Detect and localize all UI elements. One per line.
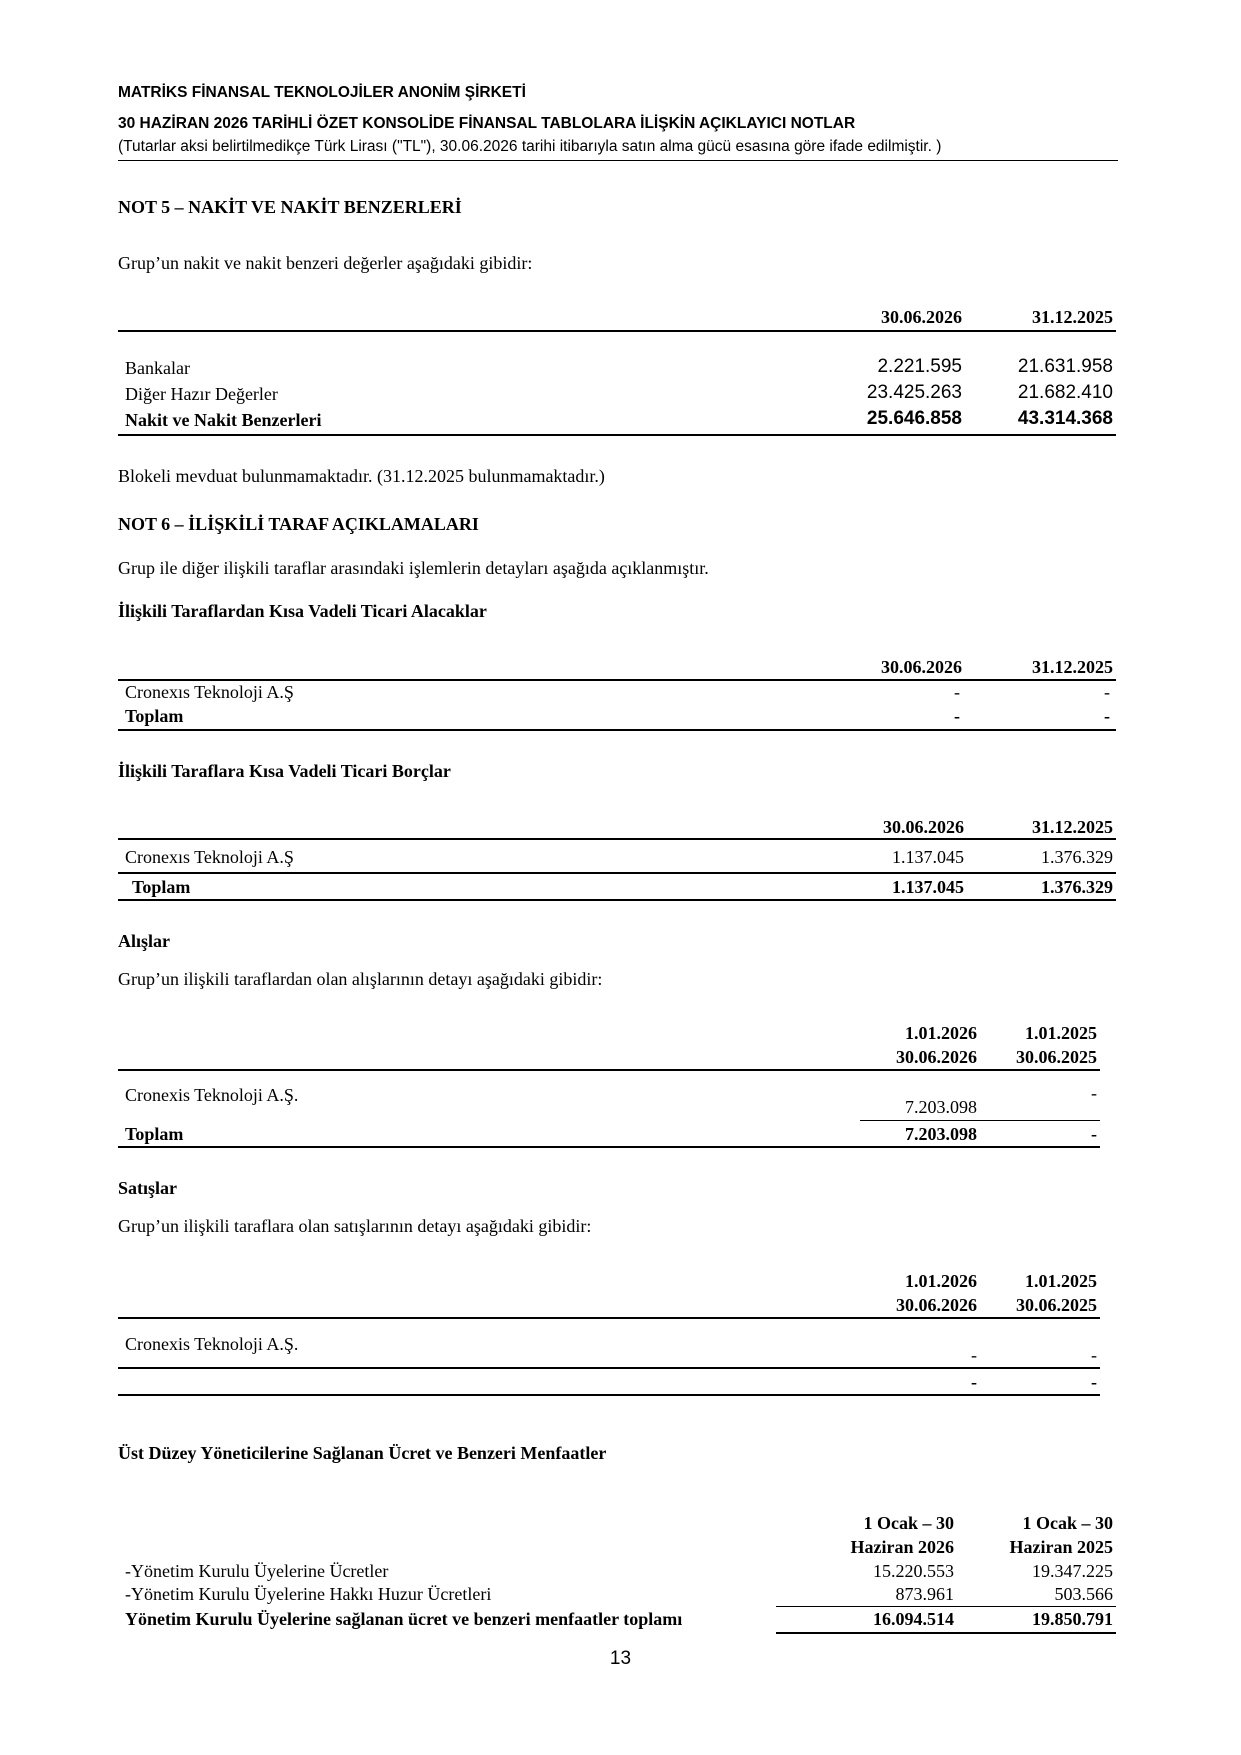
executives-heading: Üst Düzey Yöneticilerine Sağlanan Ücret ve Benzeri Menfaatler [118, 1443, 607, 1463]
sales-intro: Grup’un ilişkili taraflara olan satışlarının detayı aşağıdaki gibidir: [118, 1216, 592, 1236]
note5-row-label: Diğer Hazır Değerler [125, 384, 278, 404]
sales-row-rule [118, 1367, 1100, 1369]
sales-row-value: - [971, 1345, 977, 1365]
payables-row-label: Cronexıs Teknoloji A.Ş [125, 847, 294, 867]
sales-total-rule [118, 1394, 1100, 1396]
sales-col-1-end: 30.06.2026 [896, 1295, 977, 1315]
sales-row-label: Cronexis Teknoloji A.Ş. [125, 1334, 299, 1354]
sales-header-rule [118, 1317, 1100, 1319]
executives-col-1-line1: 1 Ocak – 30 [863, 1513, 954, 1533]
note5-row-value: 21.631.958 [1017, 356, 1113, 377]
payables-row-value: 1.376.329 [1041, 847, 1113, 867]
purchases-intro: Grup’un ilişkili taraflardan olan alışlarının detayı aşağıdaki gibidir: [118, 969, 603, 989]
sales-total-value: - [971, 1372, 977, 1392]
payables-total-value: 1.137.045 [892, 877, 964, 897]
receivables-col-2: 31.12.2025 [1032, 657, 1113, 677]
executives-row-label: -Yönetim Kurulu Üyelerine Ücretler [125, 1561, 389, 1581]
note6-heading: NOT 6 – İLİŞKİLİ TARAF AÇIKLAMALARI [118, 514, 479, 534]
note5-intro: Grup’un nakit ve nakit benzeri değerler aşağıdaki gibidir: [118, 253, 533, 273]
note6-intro: Grup ile diğer ilişkili taraflar arasındaki işlemlerin detayları aşağıda açıklanmıştır. [118, 558, 709, 578]
note5-col-1: 30.06.2026 [881, 307, 962, 327]
purchases-heading: Alışlar [118, 931, 170, 951]
note5-footnote: Blokeli mevduat bulunmamaktadır. (31.12.2025 bulunmamaktadır.) [118, 466, 605, 486]
receivables-total-value: - [1104, 706, 1110, 726]
report-subtitle: (Tutarlar aksi belirtilmedikçe Türk Lirası ("TL"), 30.06.2026 tarihi itibarıyla satın alma gücü esasına göre ifade edilmiştir. ) [118, 138, 942, 155]
sales-total-value: - [1091, 1372, 1097, 1392]
purchases-row-label: Cronexis Teknoloji A.Ş. [125, 1085, 299, 1105]
purchases-total-value: - [1091, 1124, 1097, 1144]
note5-row-value: 21.682.410 [1017, 382, 1113, 403]
note5-heading: NOT 5 – NAKİT VE NAKİT BENZERLERİ [118, 197, 462, 217]
report-title: 30 HAZİRAN 2026 TARİHLİ ÖZET KONSOLİDE FİNANSAL TABLOLARA İLİŞKİN AÇIKLAYICI NOTLAR [118, 115, 856, 132]
purchases-total-rule [118, 1146, 1100, 1148]
note5-row-label: Bankalar [125, 358, 190, 378]
receivables-row-value: - [1104, 682, 1110, 702]
sales-col-1-start: 1.01.2026 [905, 1271, 977, 1291]
executives-col-1-line2: Haziran 2026 [850, 1537, 954, 1557]
note5-col-2: 31.12.2025 [1032, 307, 1113, 327]
note5-header-rule [118, 330, 1116, 332]
payables-total-value: 1.376.329 [1041, 877, 1113, 897]
purchases-col-2-start: 1.01.2025 [1025, 1023, 1097, 1043]
executives-total-label: Yönetim Kurulu Üyelerine sağlanan ücret ve benzeri menfaatler toplamı [125, 1609, 683, 1629]
purchases-header-rule [118, 1069, 1100, 1071]
note5-total-value: 43.314.368 [1017, 408, 1113, 429]
payables-heading: İlişkili Taraflara Kısa Vadeli Ticari Borçlar [118, 761, 451, 781]
note5-total-label: Nakit ve Nakit Benzerleri [125, 410, 322, 430]
executives-total-value: 16.094.514 [873, 1609, 954, 1629]
note5-total-rule [118, 434, 1116, 436]
purchases-total-label: Toplam [125, 1124, 184, 1144]
purchases-row-value: 7.203.098 [905, 1097, 977, 1117]
executives-col-2-line1: 1 Ocak – 30 [1022, 1513, 1113, 1533]
executives-row-value: 873.961 [895, 1584, 954, 1604]
receivables-total-label: Toplam [125, 706, 184, 726]
executives-subtotal-rule [776, 1606, 1116, 1607]
receivables-header-rule [118, 679, 1116, 681]
purchases-row-value: - [1091, 1083, 1097, 1103]
executives-total-value: 19.850.791 [1032, 1609, 1113, 1629]
payables-total-label: Toplam [132, 877, 191, 897]
receivables-row-value: - [954, 682, 960, 702]
payables-header-rule [118, 838, 1116, 840]
sales-col-2-end: 30.06.2025 [1016, 1295, 1097, 1315]
receivables-total-value: - [954, 706, 960, 726]
executives-row-label: -Yönetim Kurulu Üyelerine Hakkı Huzur Ücretleri [125, 1584, 492, 1604]
payables-col-2: 31.12.2025 [1032, 817, 1113, 837]
executives-row-value: 503.566 [1054, 1584, 1113, 1604]
receivables-heading: İlişkili Taraflardan Kısa Vadeli Ticari Alacaklar [118, 601, 487, 621]
purchases-col-2-end: 30.06.2025 [1016, 1047, 1097, 1067]
executives-col-2-line2: Haziran 2025 [1009, 1537, 1113, 1557]
purchases-row-rule [860, 1120, 1100, 1121]
sales-row-value: - [1091, 1345, 1097, 1365]
receivables-col-1: 30.06.2026 [881, 657, 962, 677]
payables-total-rule [118, 899, 1116, 901]
executives-row-value: 19.347.225 [1032, 1561, 1113, 1581]
executives-row-value: 15.220.553 [873, 1561, 954, 1581]
purchases-col-1-end: 30.06.2026 [896, 1047, 977, 1067]
payables-row-value: 1.137.045 [892, 847, 964, 867]
executives-total-rule [776, 1632, 1116, 1634]
note5-row-value: 2.221.595 [877, 356, 962, 377]
page-number: 13 [609, 1648, 632, 1669]
note5-total-value: 25.646.858 [866, 408, 962, 429]
sales-heading: Satışlar [118, 1178, 178, 1198]
note5-row-value: 23.425.263 [866, 382, 962, 403]
company-name: MATRİKS FİNANSAL TEKNOLOJİLER ANONİM ŞİRKETİ [118, 84, 526, 101]
receivables-total-rule [118, 729, 1116, 731]
payables-col-1: 30.06.2026 [883, 817, 964, 837]
purchases-col-1-start: 1.01.2026 [905, 1023, 977, 1043]
payables-row-rule [118, 872, 1116, 874]
sales-col-2-start: 1.01.2025 [1025, 1271, 1097, 1291]
header-divider [118, 160, 1118, 161]
receivables-row-label: Cronexıs Teknoloji A.Ş [125, 682, 294, 702]
purchases-total-value: 7.203.098 [905, 1124, 977, 1144]
